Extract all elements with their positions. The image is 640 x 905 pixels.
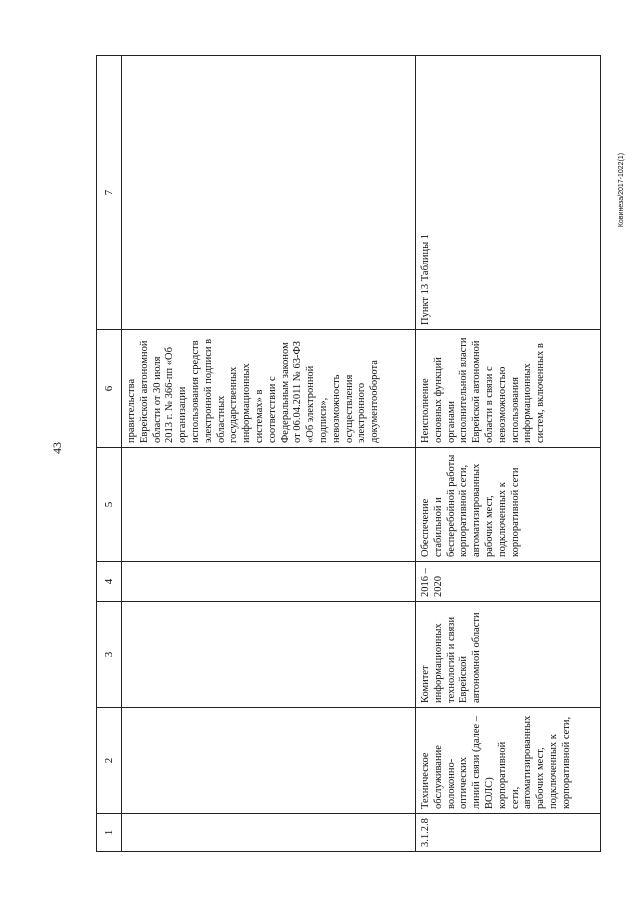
cell-item-number [122,814,416,852]
cell-period [122,562,416,602]
cell-indicator-link: Пункт 13 Таблицы 1 [416,56,601,330]
cell-consequences: Неисполнение основных функций органами исполнительной власти Еврейской автономной области в связи с невозможностью использования информационных систем, включенных в [416,330,601,448]
cell-expected-result [122,448,416,562]
cell-responsible: Комитет информационных технологий и связи Еврейской автономной области [416,602,601,708]
program-measures-table [96,55,601,852]
table-row-3-1-2-8 [416,56,601,852]
cell-item-number: 3.1.2.8 [416,814,601,852]
cell-indicator-link [122,56,416,330]
cell-measure-name: Техническое обслуживание волоконно-оптических линий связи (далее – ВОЛС) корпоративной сети, автоматизированных рабочих мест, подключенных к корпоративной сети, [416,708,601,814]
column-number-1: 1 [97,814,122,852]
column-number-6: 6 [97,330,122,448]
cell-measure-name [122,708,416,814]
column-number-4: 4 [97,562,122,602]
cell-consequences: правительства Еврейской автономной области от 30 июля 2013 г. № 366-пп «Об организации использования средств электронной подписи в областных государственных информационных системах» в соответствии с Федеральным законом от 06.04.2011 № 63-ФЗ «Об электронной подписи», невозможность осуществления электронного документооборота [122,330,416,448]
column-number-7: 7 [97,56,122,330]
column-number-2: 2 [97,708,122,814]
cell-period: 2016 – 2020 [416,562,601,602]
table-row-continuation [122,56,416,852]
table-header-row [97,56,122,852]
column-number-3: 3 [97,602,122,708]
page-number: 43 [50,442,64,454]
cell-expected-result: Обеспечение стабильной и бесперебойной работы корпоративной сети, автоматизированных рабочих мест, подключенных к корпоративной сети [416,448,601,562]
document-registration-code: Ковинеза/2017-1022(1) [618,152,625,228]
cell-responsible [122,602,416,708]
rotated-table-container [96,56,593,852]
column-number-5: 5 [97,448,122,562]
